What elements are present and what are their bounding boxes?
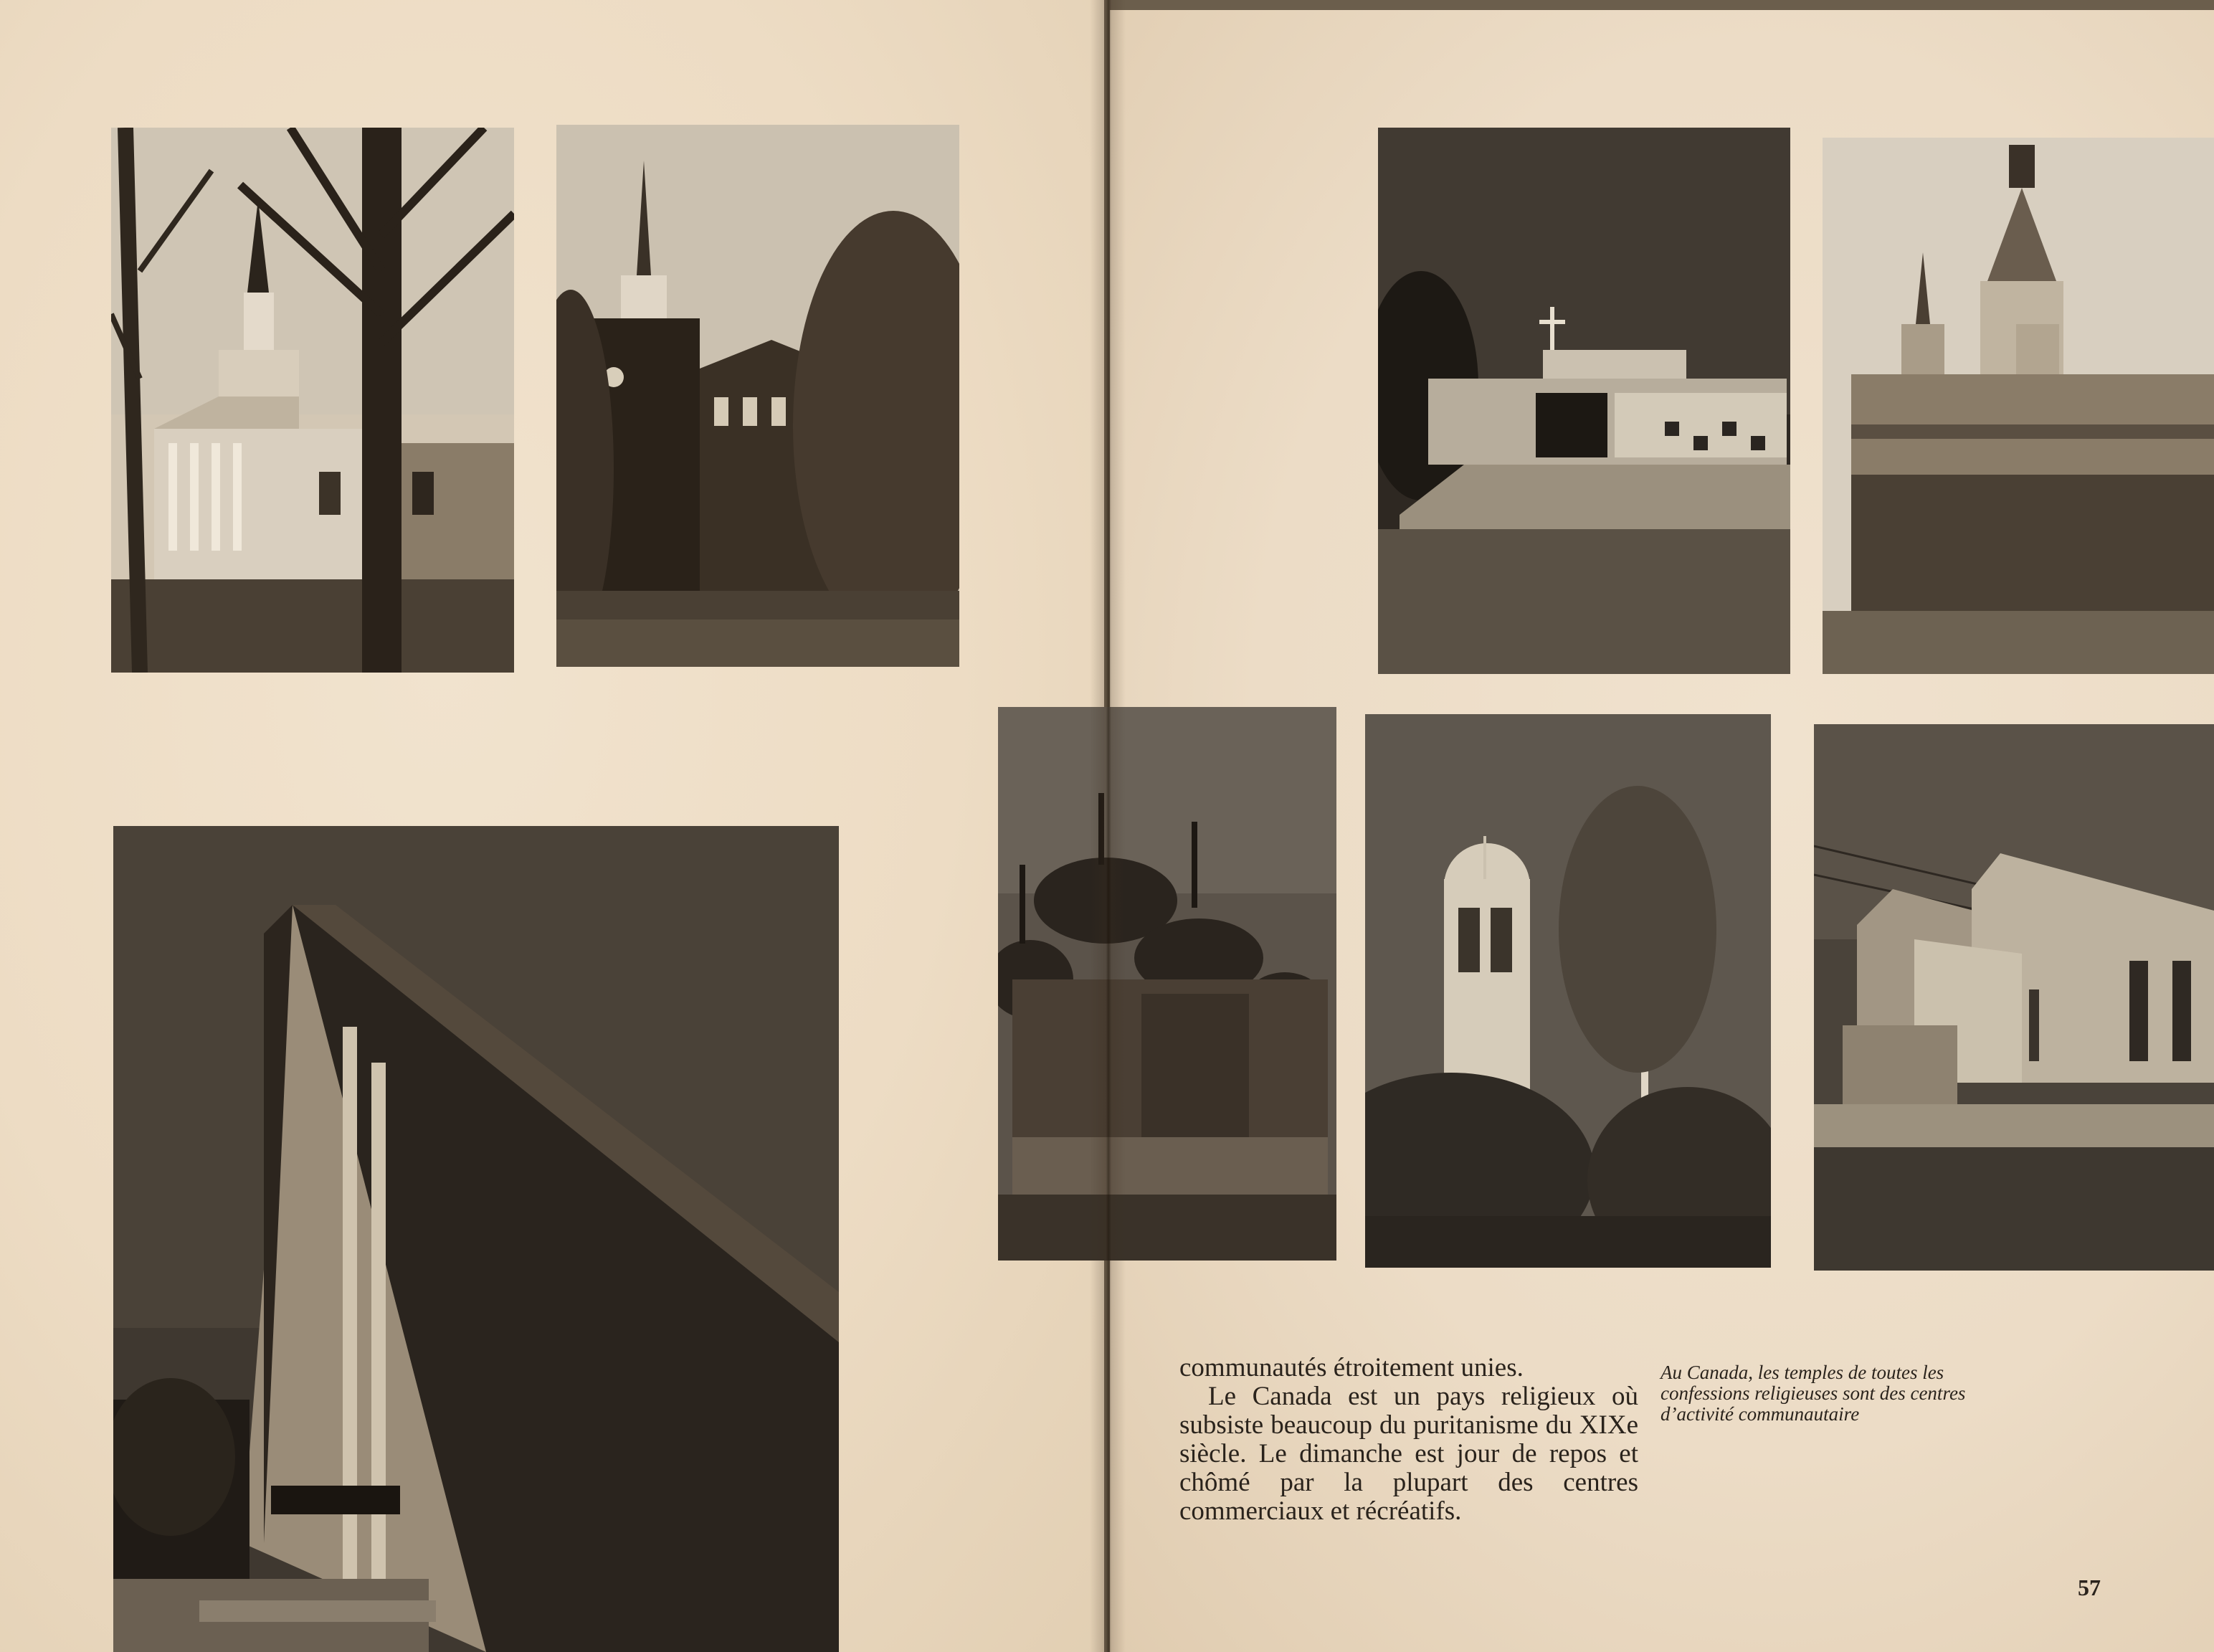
photo-angular-church <box>1814 724 2214 1271</box>
body-text-line1: communautés étroitement unies. <box>1179 1353 1524 1382</box>
book-gutter <box>1090 0 1126 1652</box>
photo-stone-base-church <box>1378 128 1790 674</box>
photo-colonial-church <box>111 128 514 673</box>
page-number: 57 <box>2078 1575 2101 1600</box>
photo-wooden-church <box>556 125 959 667</box>
body-text-paragraph: Le Canada est un pays religieux où subsiste beaucoup du puritanisme du XIXe siècle. Le dimanche est jour de repos et chômé par la plupart des centres commerciaux et récréatifs. <box>1179 1382 1638 1526</box>
photo-baroque-church <box>1823 138 2214 674</box>
left-page <box>0 0 1104 1652</box>
photo-caption: Au Canada, les temples de toutes les confessions religieuses sont des centres d’activité communautaire <box>1660 1362 1966 1425</box>
photo-bell-tower <box>1365 714 1771 1268</box>
body-text <box>1179 1354 1638 1526</box>
photo-a-frame-church <box>113 826 839 1652</box>
photo-domed-church <box>998 707 1336 1261</box>
right-page <box>1110 10 2214 1652</box>
